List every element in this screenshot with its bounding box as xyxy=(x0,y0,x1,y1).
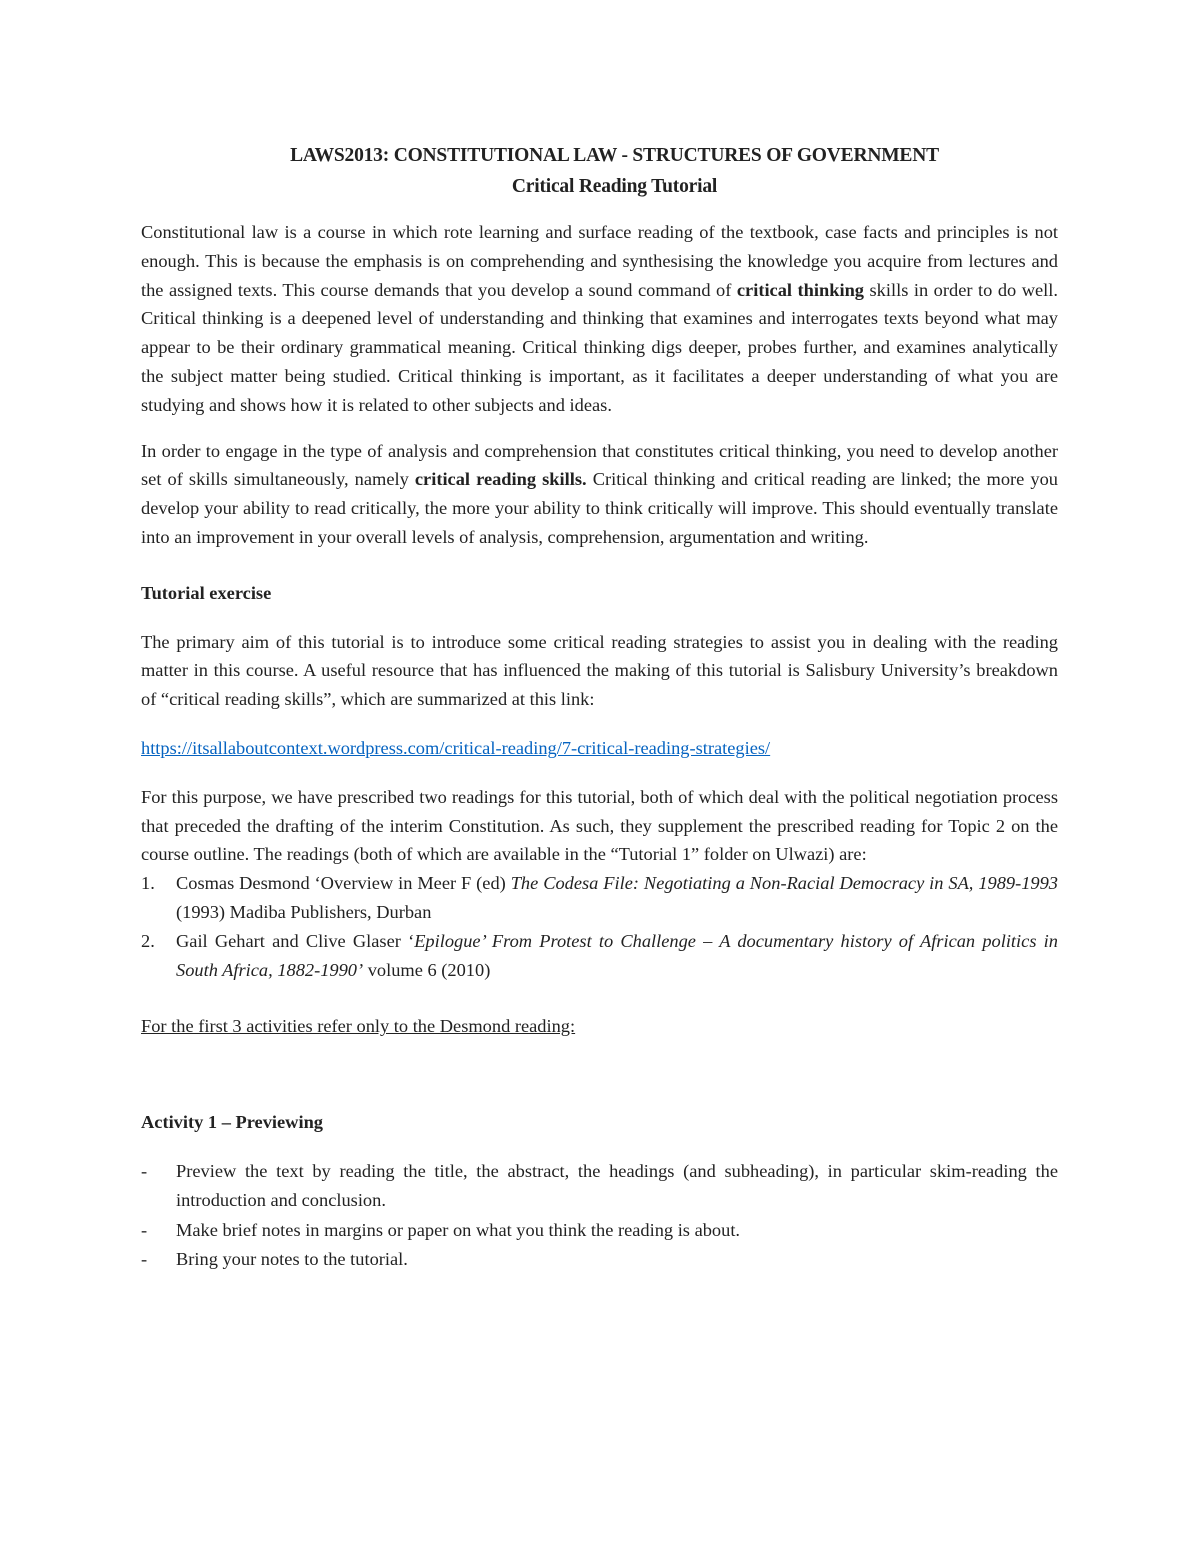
intro-p2-bold: critical reading skills. xyxy=(414,469,587,490)
intro-p2-text-a: In order to engage in the type of analysis and comprehension that constitutes critical thinking, you need to develop another set of skills simultaneously, namely xyxy=(141,440,1058,490)
tutorial-paragraph-1: The primary aim of this tutorial is to introduce some critical reading strategies to assist you in dealing with the reading matter in this course. A useful resource that has influenced the making of this tutorial is Salisbury University’s breakdown of “critical reading skills”, which are summarized at this link: xyxy=(141,631,1058,710)
activity-1-item-2-text: Make brief notes in margins or paper on what you think the reading is about. xyxy=(176,1219,741,1240)
readings-list xyxy=(141,869,1058,984)
activity-1-list xyxy=(141,1157,1058,1274)
dash-bullet: - xyxy=(141,1249,148,1270)
activity-1-heading: Activity 1 – Previewing xyxy=(141,1112,323,1133)
intro-p2-text-b: Critical thinking and critical reading are linked; the more you develop your ability to read critically, the more your ability to think critically will improve. This should eventually translate into an improvement in your overall levels of analysis, comprehension, argumentation and writing. xyxy=(141,469,1058,547)
dash-bullet: - xyxy=(141,1219,148,1240)
reading-2-title: Epilogue’ From Protest to Challenge – A documentary history of African politics in South Africa, 1882-1990’ xyxy=(176,930,1058,980)
desmond-reading-note: For the first 3 activities refer only to the Desmond reading: xyxy=(141,1016,576,1037)
intro-p1-text-a: Constitutional law is a course in which rote learning and surface reading of the textbook, case facts and principles is not enough. This is because the emphasis is on comprehending and synthesising the knowledge you acquire from lectures and the assigned texts. This course demands that you develop a sound command of xyxy=(141,222,1058,300)
tutorial-exercise-heading: Tutorial exercise xyxy=(141,582,272,603)
activity-1-item-1 xyxy=(141,1157,1058,1215)
activity-1-item-2 xyxy=(141,1216,1058,1245)
tutorial-paragraph-2: For this purpose, we have prescribed two readings for this tutorial, both of which deal with the political negotiation process that preceded the drafting of the interim Constitution. As such, they supplement the prescribed reading for Topic 2 on the course outline. The readings (both of which are available in the “Tutorial 1” folder on Ulwazi) are: xyxy=(141,786,1058,865)
intro-p1-bold: critical thinking xyxy=(736,279,864,300)
reading-2-text-b: volume 6 (2010) xyxy=(363,959,491,980)
document-title: LAWS2013: CONSTITUTIONAL LAW - STRUCTURES OF GOVERNMENT xyxy=(290,145,939,166)
reading-2-text-a: Gail Gehart and Clive Glaser ‘ xyxy=(176,930,415,951)
reading-1-title: The Codesa File: Negotiating a Non-Racial Democracy in SA, 1989-1993 xyxy=(510,873,1059,894)
dash-bullet: - xyxy=(141,1160,148,1181)
intro-paragraph-2 xyxy=(141,437,1058,552)
intro-p1-text-b: skills in order to do well. Critical thinking is a deepened level of understanding and thinking that examines and interrogates texts beyond what may appear to be their ordinary grammatical meaning. Critical thinking digs deeper, probes further, and examines analytically the subject matter being studied. Critical thinking is important, as it facilitates a deeper understanding of what you are studying and shows how it is related to other subjects and ideas. xyxy=(141,279,1058,415)
intro-paragraph-1 xyxy=(141,218,1058,420)
activity-1-item-3 xyxy=(141,1245,1058,1274)
resource-link-paragraph xyxy=(141,734,1058,763)
reading-number-2: 2. xyxy=(141,930,155,951)
reading-item-2 xyxy=(141,927,1058,985)
reading-1-text-b: (1993) Madiba Publishers, Durban xyxy=(176,901,432,922)
document-subtitle: Critical Reading Tutorial xyxy=(511,176,718,197)
reading-1-text-a: Cosmas Desmond ‘Overview in Meer F (ed) xyxy=(176,873,511,894)
critical-reading-strategies-link[interactable]: https://itsallaboutcontext.wordpress.com/critical-reading/7-critical-reading-strategies/ xyxy=(141,737,771,758)
activity-1-item-1-text: Preview the text by reading the title, the abstract, the headings (and subheading), in particular skim-reading the introduction and conclusion. xyxy=(176,1160,1058,1210)
reading-item-1 xyxy=(141,869,1058,927)
reading-number-1: 1. xyxy=(141,873,155,894)
activity-1-item-3-text: Bring your notes to the tutorial. xyxy=(176,1249,408,1270)
document-page xyxy=(141,140,1058,1274)
